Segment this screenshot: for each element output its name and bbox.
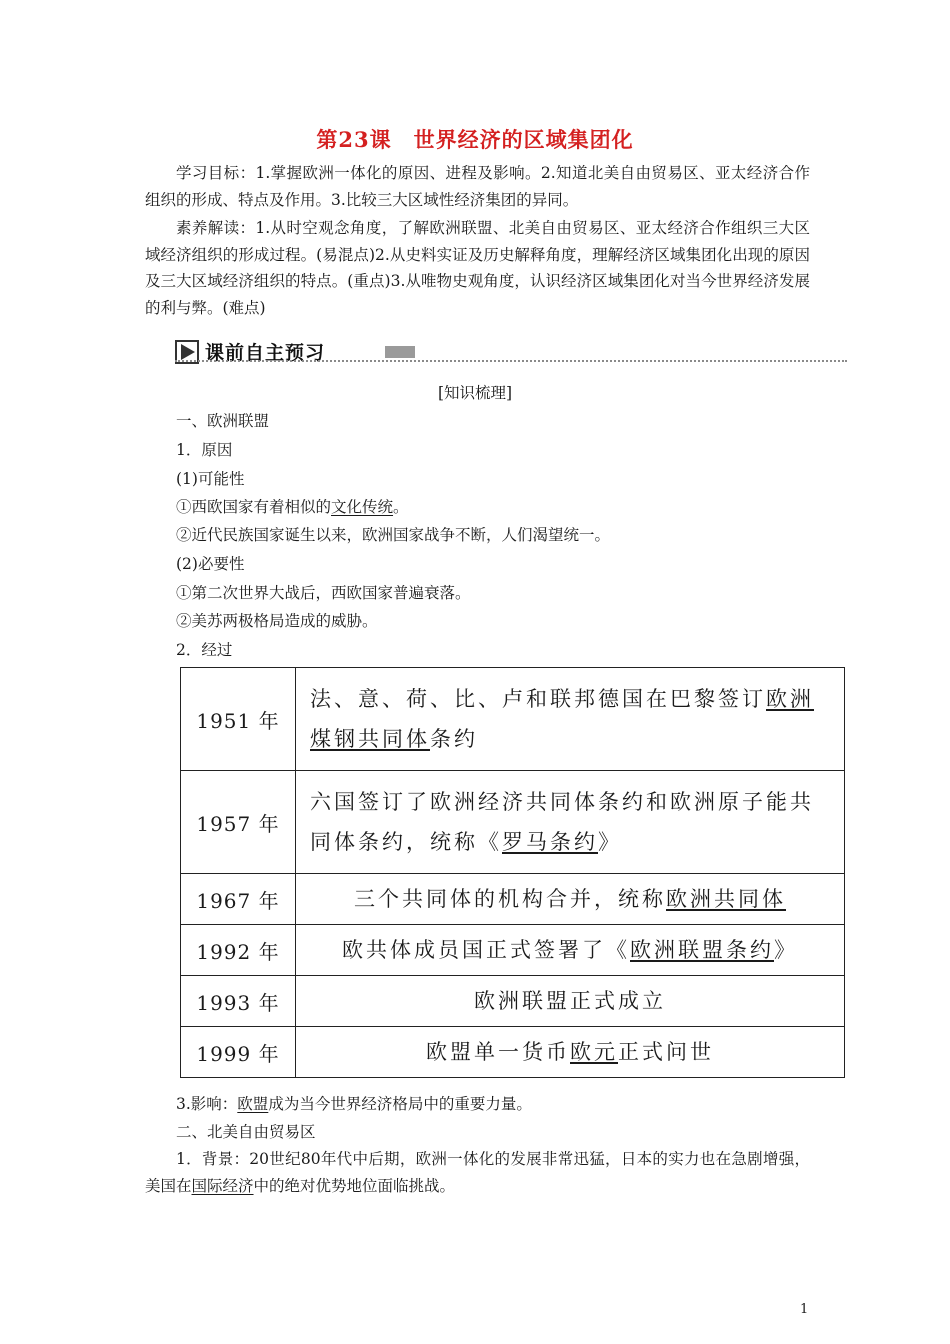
banner-title: 课前自主预习 [205, 342, 326, 364]
heading-possibility: (1)可能性 [176, 470, 245, 488]
year-cell: 1967 年 [181, 874, 296, 925]
point-unification: ②近代民族国家诞生以来，欧洲国家战争不断，人们渴望统一。 [176, 526, 611, 544]
point-decline: ①第二次世界大战后，西欧国家普遍衰落。 [176, 584, 471, 602]
year-cell: 1957 年 [181, 771, 296, 874]
banner-rule [175, 360, 847, 362]
section-label: [知识梳理] [437, 384, 513, 402]
banner-block [385, 346, 415, 358]
heading-eu: 一、欧洲联盟 [176, 412, 270, 430]
section-banner [175, 338, 847, 366]
heading-necessity: (2)必要性 [176, 555, 245, 573]
year-cell: 1951 年 [181, 668, 296, 771]
table-row [181, 925, 845, 976]
table-row [181, 976, 845, 1027]
nafta-background: 1．背景：20世纪80年代中后期，欧洲一体化的发展非常迅猛，日本的实力也在急剧增强，美国在国际经济中的绝对优势地位面临挑战。 [145, 1150, 810, 1195]
year-cell: 1992 年 [181, 925, 296, 976]
year-cell: 1999 年 [181, 1027, 296, 1078]
point-threat: ②美苏两极格局造成的威胁。 [176, 612, 378, 630]
page-number: 1 [800, 1302, 809, 1317]
event-cell: 六国签订了欧洲经济共同体条约和欧洲原子能共同体条约，统称《罗马条约》 [296, 771, 845, 874]
event-cell: 欧洲联盟正式成立 [296, 976, 845, 1027]
heading-process: 2．经过 [176, 641, 233, 659]
point-culture: ①西欧国家有着相似的文化传统。 [176, 498, 409, 516]
literacy-interpretation: 素养解读：1.从时空观念角度，了解欧洲联盟、北美自由贸易区、亚太经济合作组织三大区域经济组织的形成过程。(易混点)2.从史料实证及历史解释角度，理解经济区域集团化出现的原因及三大区域经济组织的特点。(重点)3.从唯物史观角度，认识经济区域集团化对当今世界经济发展的利与弊。(难点) [145, 219, 810, 317]
event-cell: 三个共同体的机构合并，统称欧洲共同体 [296, 874, 845, 925]
event-cell: 法、意、荷、比、卢和联邦德国在巴黎签订欧洲煤钢共同体条约 [296, 668, 845, 771]
heading-nafta: 二、北美自由贸易区 [176, 1123, 316, 1141]
table-row [181, 771, 845, 874]
event-cell: 欧盟单一货币欧元正式问世 [296, 1027, 845, 1078]
learning-objectives: 学习目标：1.掌握欧洲一体化的原因、进程及影响。2.知道北美自由贸易区、亚太经济合作组织的形成、特点及作用。3.比较三大区域性经济集团的异同。 [145, 164, 810, 209]
event-cell: 欧共体成员国正式签署了《欧洲联盟条约》 [296, 925, 845, 976]
eu-timeline-table [180, 667, 845, 1078]
table-row [181, 874, 845, 925]
eu-impact: 3.影响：欧盟成为当今世界经济格局中的重要力量。 [176, 1095, 532, 1113]
year-cell: 1993 年 [181, 976, 296, 1027]
lesson-title: 第23课 世界经济的区域集团化 [316, 127, 634, 152]
table-row [181, 668, 845, 771]
heading-reasons: 1．原因 [176, 441, 233, 459]
table-row [181, 1027, 845, 1078]
